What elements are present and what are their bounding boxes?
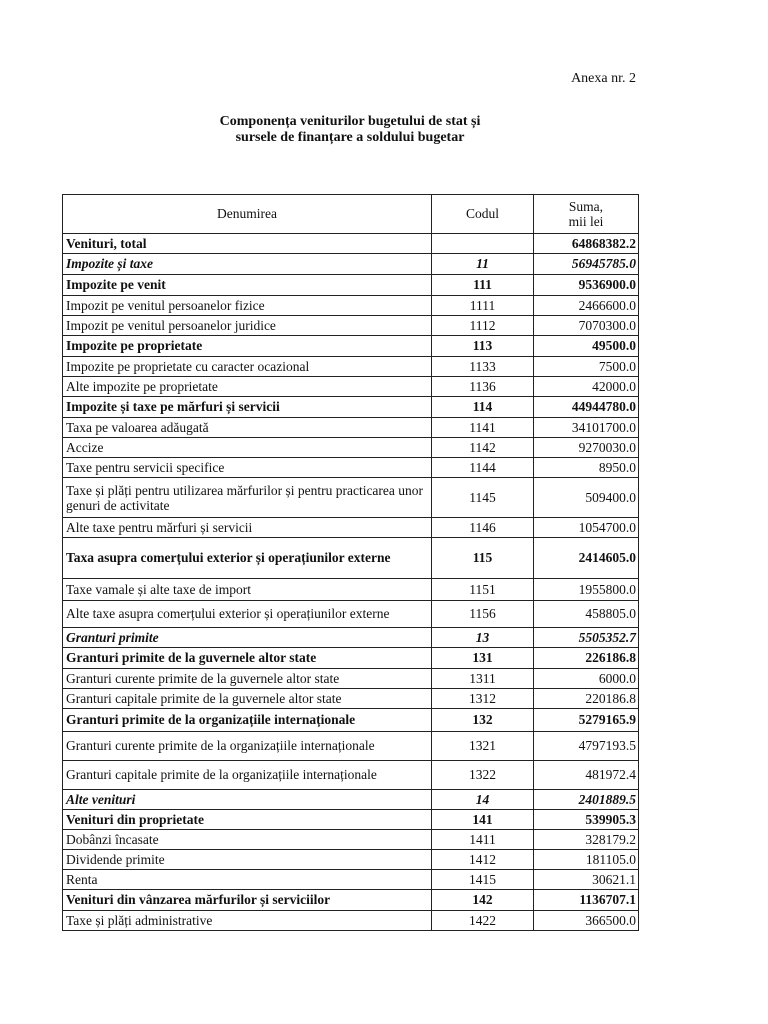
row-code: 131: [432, 648, 534, 669]
table-row: [63, 418, 639, 438]
row-sum: 4797193.5: [534, 732, 639, 761]
row-code: 1311: [432, 669, 534, 689]
table-row: [63, 790, 639, 810]
table-row: [63, 911, 639, 931]
row-sum: 509400.0: [534, 478, 639, 518]
row-sum: 1136707.1: [534, 890, 639, 911]
row-code: 14: [432, 790, 534, 810]
table-row: [63, 648, 639, 669]
table-row: [63, 234, 639, 254]
row-code: 142: [432, 890, 534, 911]
table-row: [63, 357, 639, 377]
annex-label: Anexa nr. 2: [571, 71, 636, 86]
row-code: 13: [432, 628, 534, 648]
table-row: [63, 890, 639, 911]
table-row: [63, 336, 639, 357]
row-name: Dividende primite: [63, 850, 432, 870]
row-code: 113: [432, 336, 534, 357]
row-sum: 2466600.0: [534, 296, 639, 316]
row-sum: 64868382.2: [534, 234, 639, 254]
table-row: [63, 830, 639, 850]
row-sum: 328179.2: [534, 830, 639, 850]
row-name: Taxe pentru servicii specifice: [63, 458, 432, 478]
row-code: 1112: [432, 316, 534, 336]
table-row: [63, 316, 639, 336]
table-row: [63, 628, 639, 648]
table-row: [63, 397, 639, 418]
row-code: 1321: [432, 732, 534, 761]
row-code: 132: [432, 709, 534, 732]
row-name: Granturi curente primite de la guvernele altor state: [63, 669, 432, 689]
row-sum: 9270030.0: [534, 438, 639, 458]
row-name: Alte taxe asupra comerțului exterior și operațiunilor externe: [63, 601, 432, 628]
row-sum: 44944780.0: [534, 397, 639, 418]
row-name: Taxa asupra comerțului exterior și operațiunilor externe: [63, 538, 432, 579]
row-sum: 7070300.0: [534, 316, 639, 336]
row-code: [432, 234, 534, 254]
row-name: Impozit pe venitul persoanelor fizice: [63, 296, 432, 316]
table-row: [63, 870, 639, 890]
row-sum: 49500.0: [534, 336, 639, 357]
row-code: 1156: [432, 601, 534, 628]
row-sum: 539905.3: [534, 810, 639, 830]
row-name: Alte venituri: [63, 790, 432, 810]
row-sum: 1054700.0: [534, 518, 639, 538]
table-row: [63, 296, 639, 316]
row-code: 1133: [432, 357, 534, 377]
row-code: 1144: [432, 458, 534, 478]
row-sum: 5505352.7: [534, 628, 639, 648]
row-name: Taxe și plăți administrative: [63, 911, 432, 931]
row-name: Venituri, total: [63, 234, 432, 254]
row-code: 1141: [432, 418, 534, 438]
table-row: [63, 538, 639, 579]
row-code: 1415: [432, 870, 534, 890]
row-name: Impozite pe venit: [63, 275, 432, 296]
row-code: 1322: [432, 761, 534, 790]
row-name: Taxe și plăți pentru utilizarea mărfurilor și pentru practicarea unor genuri de activitate: [63, 478, 432, 518]
row-name: Impozite pe proprietate cu caracter ocazional: [63, 357, 432, 377]
row-sum: 56945785.0: [534, 254, 639, 275]
row-code: 1145: [432, 478, 534, 518]
row-sum: 42000.0: [534, 377, 639, 397]
row-name: Alte taxe pentru mărfuri și servicii: [63, 518, 432, 538]
table-row: [63, 478, 639, 518]
table-row: [63, 669, 639, 689]
table-row: [63, 518, 639, 538]
row-code: 111: [432, 275, 534, 296]
table-row: [63, 438, 639, 458]
row-name: Granturi curente primite de la organizațiile internaționale: [63, 732, 432, 761]
row-code: 1136: [432, 377, 534, 397]
row-code: 141: [432, 810, 534, 830]
table-row: [63, 689, 639, 709]
row-sum: 481972.4: [534, 761, 639, 790]
row-code: 115: [432, 538, 534, 579]
row-name: Impozite pe proprietate: [63, 336, 432, 357]
table-row: [63, 850, 639, 870]
table-row: [63, 761, 639, 790]
header-code: Codul: [432, 195, 534, 234]
row-code: 1422: [432, 911, 534, 931]
row-sum: 7500.0: [534, 357, 639, 377]
row-code: 1151: [432, 579, 534, 601]
row-name: Impozite și taxe: [63, 254, 432, 275]
row-sum: 1955800.0: [534, 579, 639, 601]
row-sum: 30621.1: [534, 870, 639, 890]
row-sum: 458805.0: [534, 601, 639, 628]
row-name: Impozit pe venitul persoanelor juridice: [63, 316, 432, 336]
row-code: 1142: [432, 438, 534, 458]
title-line-1: Componența veniturilor bugetului de stat și: [219, 114, 481, 129]
row-name: Accize: [63, 438, 432, 458]
revenue-table: [62, 194, 639, 931]
row-name: Taxa pe valoarea adăugată: [63, 418, 432, 438]
row-code: 1111: [432, 296, 534, 316]
header-sum-line-1: Suma,: [568, 199, 604, 214]
row-sum: 226186.8: [534, 648, 639, 669]
header-name: Denumirea: [63, 195, 432, 234]
row-name: Granturi primite de la organizațiile internaționale: [63, 709, 432, 732]
row-sum: 34101700.0: [534, 418, 639, 438]
table-row: [63, 810, 639, 830]
row-sum: 2401889.5: [534, 790, 639, 810]
row-sum: 181105.0: [534, 850, 639, 870]
table-row: [63, 275, 639, 296]
row-code: 11: [432, 254, 534, 275]
header-sum-line-2: mii lei: [568, 214, 604, 229]
table-row: [63, 377, 639, 397]
row-code: 1411: [432, 830, 534, 850]
row-name: Granturi capitale primite de la organizațiile internaționale: [63, 761, 432, 790]
row-name: Dobânzi încasate: [63, 830, 432, 850]
row-code: 1312: [432, 689, 534, 709]
title-line-2: sursele de finanțare a soldului bugetar: [235, 130, 465, 145]
row-sum: 9536900.0: [534, 275, 639, 296]
row-sum: 6000.0: [534, 669, 639, 689]
table-row: [63, 579, 639, 601]
row-name: Alte impozite pe proprietate: [63, 377, 432, 397]
table-row: [63, 732, 639, 761]
row-name: Impozite și taxe pe mărfuri și servicii: [63, 397, 432, 418]
row-sum: 8950.0: [534, 458, 639, 478]
row-sum: 366500.0: [534, 911, 639, 931]
header-sum: [534, 195, 639, 234]
row-name: Venituri din vânzarea mărfurilor și serviciilor: [63, 890, 432, 911]
table-header-row: [63, 195, 639, 234]
row-name: Venituri din proprietate: [63, 810, 432, 830]
row-sum: 5279165.9: [534, 709, 639, 732]
row-code: 1412: [432, 850, 534, 870]
table-row: [63, 254, 639, 275]
table-row: [63, 601, 639, 628]
row-sum: 2414605.0: [534, 538, 639, 579]
row-name: Granturi capitale primite de la guvernele altor state: [63, 689, 432, 709]
row-code: 1146: [432, 518, 534, 538]
row-name: Granturi primite: [63, 628, 432, 648]
row-code: 114: [432, 397, 534, 418]
page-title: [170, 114, 530, 146]
table-row: [63, 709, 639, 732]
row-name: Renta: [63, 870, 432, 890]
row-name: Taxe vamale și alte taxe de import: [63, 579, 432, 601]
row-sum: 220186.8: [534, 689, 639, 709]
table-row: [63, 458, 639, 478]
row-name: Granturi primite de la guvernele altor state: [63, 648, 432, 669]
